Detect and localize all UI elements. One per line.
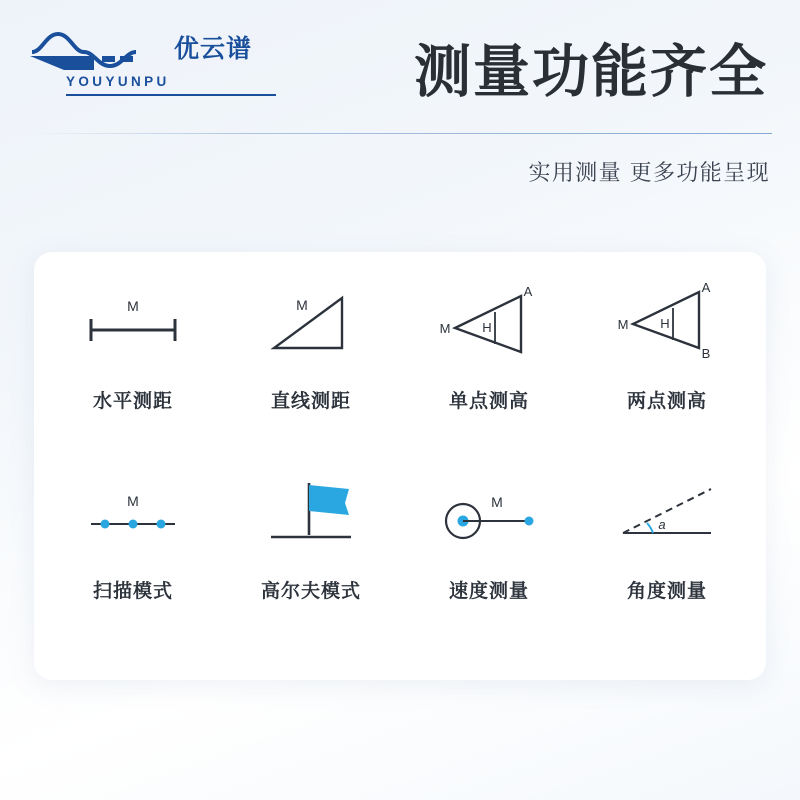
golf-mode-icon — [251, 470, 371, 560]
page-header — [0, 0, 800, 130]
feature-item-single-point-height — [400, 274, 578, 470]
horizontal-distance-icon — [73, 274, 193, 370]
feature-label: 单点测高 — [448, 391, 529, 412]
angle-measure-icon — [607, 470, 727, 560]
feature-item-two-point-height — [578, 274, 756, 470]
svg-text:A: A — [701, 280, 711, 295]
feature-item-scan-mode — [44, 470, 222, 666]
feature-item-golf-mode — [222, 470, 400, 666]
speed-measure-icon — [429, 470, 549, 560]
svg-text:M: M — [127, 298, 139, 314]
feature-label: 角度测量 — [626, 581, 707, 602]
header-divider — [28, 133, 772, 134]
feature-label: 高尔夫模式 — [260, 581, 361, 602]
brand-underline — [66, 94, 276, 96]
feature-label: 水平测距 — [92, 391, 173, 412]
feature-item-angle-measure — [578, 470, 756, 666]
svg-text:H: H — [482, 320, 492, 335]
feature-item-speed-measure — [400, 470, 578, 666]
svg-text:M: M — [617, 317, 629, 332]
feature-label: 两点测高 — [626, 391, 707, 412]
svg-text:A: A — [523, 284, 533, 299]
page-title: 测量功能齐全 — [414, 40, 768, 104]
brand-name-cn: 优云谱 — [174, 35, 253, 63]
brand-top-row — [28, 26, 252, 72]
svg-text:a: a — [658, 517, 666, 532]
single-point-height-icon — [429, 274, 549, 370]
svg-text:M: M — [439, 321, 451, 336]
svg-text:M: M — [296, 297, 308, 313]
scan-mode-icon — [73, 470, 193, 560]
brand-name-en: YOUYUNPU — [66, 74, 170, 89]
svg-text:B: B — [701, 346, 711, 361]
svg-text:M: M — [491, 494, 503, 510]
brand-block — [28, 18, 276, 96]
page-subtitle: 实用测量 更多功能呈现 — [528, 160, 770, 185]
feature-card — [34, 252, 766, 680]
svg-text:H: H — [660, 316, 670, 331]
feature-item-horizontal-distance — [44, 274, 222, 470]
straight-distance-icon — [256, 274, 366, 370]
feature-label: 速度测量 — [448, 581, 529, 602]
feature-item-straight-distance — [222, 274, 400, 470]
feature-grid — [34, 252, 766, 680]
svg-text:M: M — [127, 493, 139, 509]
two-point-height-icon — [607, 274, 727, 370]
wave-logo-icon — [28, 26, 168, 72]
feature-label: 直线测距 — [270, 391, 351, 412]
feature-label: 扫描模式 — [92, 581, 173, 602]
